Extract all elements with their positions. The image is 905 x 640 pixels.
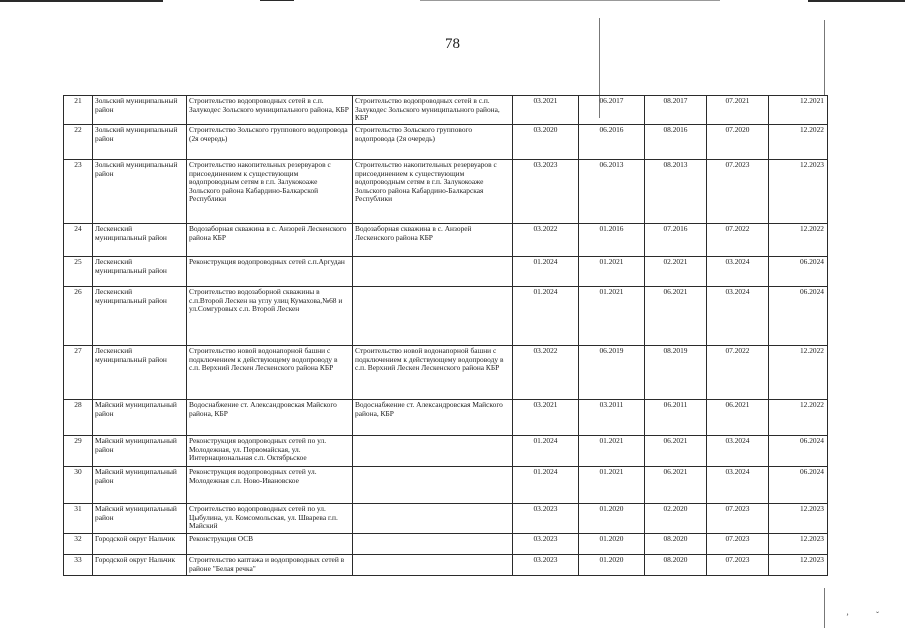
date-cell: 12.2022: [769, 224, 828, 257]
object-cell: Строительство водозаборной скважины в с.п.Второй Лескен на углу улиц Кумахова,№68 и ул.Сомгуровых с.п. Второй Лескен: [187, 287, 353, 346]
scan-speck: ʼ: [846, 612, 849, 622]
object-detail-cell: [353, 436, 513, 467]
date-cell: 06.2016: [579, 125, 645, 160]
object-detail-cell: Водоснабжение ст. Александровская Майского района, КБР: [353, 400, 513, 436]
date-cell: 06.2017: [579, 96, 645, 125]
object-detail-cell: Строительство новой водонапорной башни с подключением к действующему водопроводу в с.п. Верхний Лескен Лескенского района КБР: [353, 346, 513, 400]
object-cell: Реконструкция ОСВ: [187, 534, 353, 555]
date-cell: 02.2021: [645, 257, 707, 287]
date-cell: 07.2020: [707, 125, 769, 160]
table-row: [64, 160, 828, 224]
table-row: [64, 400, 828, 436]
date-cell: 12.2023: [769, 555, 828, 576]
row-number: 27: [64, 346, 93, 400]
date-cell: 03.2024: [707, 257, 769, 287]
date-cell: 01.2016: [579, 224, 645, 257]
district-cell: Майский муниципальный район: [93, 467, 187, 504]
date-cell: 03.2022: [513, 224, 579, 257]
date-cell: 01.2024: [513, 287, 579, 346]
scan-artifact-line: [808, 0, 905, 2]
row-number: 24: [64, 224, 93, 257]
district-cell: Лескенский муниципальный район: [93, 346, 187, 400]
object-cell: Строительство водопроводных сетей по ул. Цыбулина, ул. Комсомольская, ул. Шварева г.п. Майский: [187, 504, 353, 534]
object-detail-cell: [353, 504, 513, 534]
object-cell: Строительство накопительных резервуаров с присоединением к существующим водопроводным сетям в г.п. Залукокоаже Зольского района Кабардино-Балкарской Республики: [187, 160, 353, 224]
date-cell: 06.2024: [769, 436, 828, 467]
table-row: [64, 467, 828, 504]
district-cell: Городской округ Нальчик: [93, 534, 187, 555]
object-cell: Строительство новой водонапорной башни с подключением к действующему водопроводу в с.п. Верхний Лескен Лескенского района КБР: [187, 346, 353, 400]
date-cell: 03.2024: [707, 467, 769, 504]
object-detail-cell: [353, 555, 513, 576]
district-cell: Зольский муниципальный район: [93, 125, 187, 160]
date-cell: 03.2021: [513, 96, 579, 125]
date-cell: 02.2020: [645, 504, 707, 534]
date-cell: 12.2022: [769, 346, 828, 400]
row-number: 32: [64, 534, 93, 555]
date-cell: 06.2024: [769, 287, 828, 346]
date-cell: 06.2021: [645, 467, 707, 504]
row-number: 23: [64, 160, 93, 224]
date-cell: 06.2024: [769, 467, 828, 504]
row-number: 33: [64, 555, 93, 576]
date-cell: 07.2022: [707, 346, 769, 400]
date-cell: 01.2020: [579, 534, 645, 555]
row-number: 31: [64, 504, 93, 534]
object-cell: Реконструкция водопроводных сетей ул. Молодежная с.п. Ново-Ивановское: [187, 467, 353, 504]
date-cell: 06.2021: [645, 287, 707, 346]
scan-artifact-line: [824, 20, 825, 95]
date-cell: 01.2021: [579, 436, 645, 467]
date-cell: 07.2023: [707, 504, 769, 534]
object-detail-cell: Строительство Зольского группового водопровода (2я очередь): [353, 125, 513, 160]
district-cell: Майский муниципальный район: [93, 400, 187, 436]
scan-artifact-line: [260, 0, 294, 1]
table-row: [64, 346, 828, 400]
scan-speck: ˇ: [876, 610, 879, 620]
date-cell: 01.2020: [579, 504, 645, 534]
table-row: [64, 257, 828, 287]
district-cell: Майский муниципальный район: [93, 504, 187, 534]
date-cell: 03.2021: [513, 400, 579, 436]
date-cell: 03.2024: [707, 436, 769, 467]
date-cell: 06.2019: [579, 346, 645, 400]
date-cell: 12.2022: [769, 125, 828, 160]
date-cell: 03.2011: [579, 400, 645, 436]
date-cell: 07.2021: [707, 96, 769, 125]
date-cell: 07.2022: [707, 224, 769, 257]
date-cell: 06.2021: [645, 436, 707, 467]
object-cell: Строительство каптажа и водопроводных сетей в районе "Белая речка": [187, 555, 353, 576]
table-row: [64, 125, 828, 160]
date-cell: 12.2022: [769, 400, 828, 436]
date-cell: 01.2021: [579, 467, 645, 504]
row-number: 28: [64, 400, 93, 436]
date-cell: 08.2020: [645, 534, 707, 555]
date-cell: 12.2023: [769, 504, 828, 534]
date-cell: 08.2017: [645, 96, 707, 125]
projects-table: [63, 95, 828, 576]
table-row: [64, 504, 828, 534]
row-number: 21: [64, 96, 93, 125]
row-number: 30: [64, 467, 93, 504]
table-row: [64, 436, 828, 467]
scan-artifact-line: [824, 588, 825, 628]
date-cell: 08.2020: [645, 555, 707, 576]
district-cell: Лескенский муниципальный район: [93, 287, 187, 346]
row-number: 26: [64, 287, 93, 346]
district-cell: Майский муниципальный район: [93, 436, 187, 467]
date-cell: 06.2011: [645, 400, 707, 436]
district-cell: Зольский муниципальный район: [93, 96, 187, 125]
object-cell: Реконструкция водопроводных сетей по ул. Молодежная, ул. Первомайская, ул. Интернациональная с.п. Октябрьское: [187, 436, 353, 467]
object-cell: Водоснабжение ст. Александровская Майского района, КБР: [187, 400, 353, 436]
date-cell: 03.2023: [513, 504, 579, 534]
scan-artifact-line: [0, 0, 163, 2]
date-cell: 07.2023: [707, 160, 769, 224]
object-detail-cell: [353, 534, 513, 555]
row-number: 29: [64, 436, 93, 467]
date-cell: 12.2023: [769, 534, 828, 555]
date-cell: 08.2013: [645, 160, 707, 224]
district-cell: Городской округ Нальчик: [93, 555, 187, 576]
district-cell: Зольский муниципальный район: [93, 160, 187, 224]
date-cell: 12.2023: [769, 160, 828, 224]
date-cell: 01.2024: [513, 467, 579, 504]
object-cell: Реконструкция водопроводных сетей с.п.Аргудан: [187, 257, 353, 287]
date-cell: 06.2021: [707, 400, 769, 436]
date-cell: 01.2021: [579, 257, 645, 287]
object-cell: Водозаборная скважина в с. Анзорей Лескенского района КБР: [187, 224, 353, 257]
date-cell: 03.2023: [513, 534, 579, 555]
date-cell: 01.2020: [579, 555, 645, 576]
table-row: [64, 555, 828, 576]
object-detail-cell: Водозаборная скважина в с. Анзорей Лескенского района КБР: [353, 224, 513, 257]
object-detail-cell: Строительство накопительных резервуаров с присоединением к существующим водопроводным сетям в г.п. Залукокоаже Зольского района Кабардино-Балкарская Республики: [353, 160, 513, 224]
table-row: [64, 96, 828, 125]
object-cell: Строительство водопроводных сетей в с.п. Залукодес Зольского муниципального района, КБР: [187, 96, 353, 125]
object-cell: Строительство Зольского группового водопровода (2я очередь): [187, 125, 353, 160]
object-detail-cell: Строительство водопроводных сетей в с.п. Залукодес Зольского муниципального района, КБР: [353, 96, 513, 125]
date-cell: 01.2024: [513, 257, 579, 287]
date-cell: 03.2024: [707, 287, 769, 346]
date-cell: 03.2022: [513, 346, 579, 400]
district-cell: Лескенский муниципальный район: [93, 257, 187, 287]
date-cell: 03.2023: [513, 555, 579, 576]
date-cell: 07.2016: [645, 224, 707, 257]
page-number: 78: [445, 36, 460, 52]
date-cell: 08.2016: [645, 125, 707, 160]
district-cell: Лескенский муниципальный район: [93, 224, 187, 257]
date-cell: 12.2021: [769, 96, 828, 125]
date-cell: 07.2023: [707, 534, 769, 555]
row-number: 22: [64, 125, 93, 160]
row-number: 25: [64, 257, 93, 287]
table-row: [64, 287, 828, 346]
object-detail-cell: [353, 257, 513, 287]
table-row: [64, 534, 828, 555]
scan-artifact-line: [420, 0, 720, 1]
date-cell: 06.2013: [579, 160, 645, 224]
object-detail-cell: [353, 287, 513, 346]
date-cell: 07.2023: [707, 555, 769, 576]
date-cell: 03.2020: [513, 125, 579, 160]
date-cell: 01.2021: [579, 287, 645, 346]
date-cell: 03.2023: [513, 160, 579, 224]
object-detail-cell: [353, 467, 513, 504]
date-cell: 08.2019: [645, 346, 707, 400]
table-row: [64, 224, 828, 257]
date-cell: 01.2024: [513, 436, 579, 467]
date-cell: 06.2024: [769, 257, 828, 287]
